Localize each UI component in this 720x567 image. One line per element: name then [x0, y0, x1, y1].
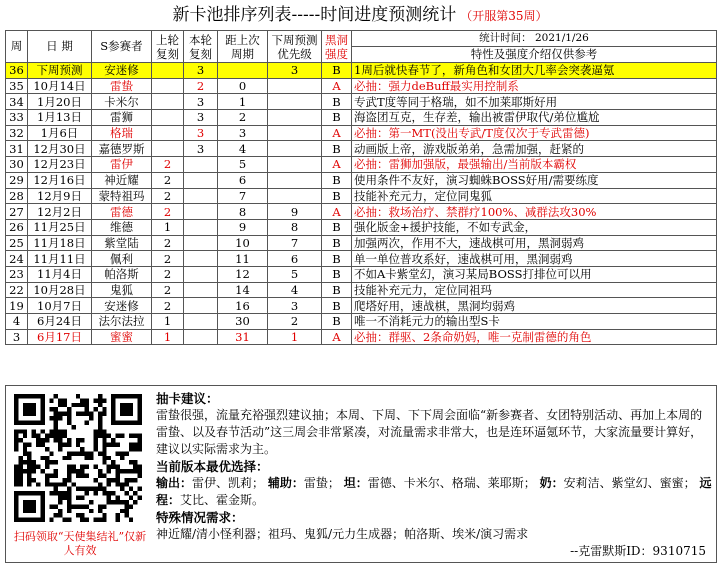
- qr-caption: 扫码领取“天使集结礼”仅新人有效: [13, 530, 147, 557]
- cell-note: 不如A卡紫堂幻，演习某局BOSS打排位可以用: [352, 266, 717, 282]
- cell-dark: A: [322, 125, 352, 141]
- cell-name: 佩利: [92, 251, 152, 267]
- cell-last: 2: [152, 172, 184, 188]
- cell-date: 10月7日: [28, 298, 92, 314]
- advice-panel: [5, 385, 717, 563]
- cell-since: 16: [218, 298, 268, 314]
- cell-date: 6月17日: [28, 329, 92, 345]
- cell-pri: 9: [268, 204, 322, 220]
- cell-date: 6月24日: [28, 314, 92, 330]
- cell-week: 31: [6, 141, 28, 157]
- cell-week: 3: [6, 329, 28, 345]
- header-row: [6, 31, 717, 47]
- advice-paragraph: 雷蛰很强，流量充裕强烈建议抽；本周、下周、下下周会面临“新参赛者、女团特别活动、再加上本周的雷蛰、以及春节活动”这三周会非常紧凑，对流量需求非常大，也是连环逼氪环节，大家流量要计算好，建议以实际需求为主。: [156, 408, 703, 456]
- cell-name: 安迷修: [92, 298, 152, 314]
- cell-last: 2: [152, 204, 184, 220]
- cell-note: 使用条件不友好，演习蜘蛛BOSS好用/需要练度: [352, 172, 717, 188]
- cell-since: 4: [218, 141, 268, 157]
- advice-heading: 抽卡建议：: [156, 391, 219, 406]
- cell-week: 35: [6, 78, 28, 94]
- cell-date: 12月9日: [28, 188, 92, 204]
- cell-pri: 5: [268, 266, 322, 282]
- table-row: [6, 78, 717, 94]
- cell-note: 技能补充元力，定位同鬼狐: [352, 188, 717, 204]
- cell-since: 3: [218, 125, 268, 141]
- cell-cur: [184, 251, 218, 267]
- cell-since: 31: [218, 329, 268, 345]
- cell-date: 1月6日: [28, 125, 92, 141]
- table-row: [6, 94, 717, 110]
- cell-since: 5: [218, 157, 268, 173]
- title-text: 新卡池排序列表-----时间进度预测统计: [172, 5, 457, 25]
- cell-note: 必抽：救场治疗、禁群疗100%、减群法攻30%: [352, 204, 717, 220]
- cell-since: 14: [218, 282, 268, 298]
- cell-cur: [184, 204, 218, 220]
- cell-dark: A: [322, 204, 352, 220]
- table-row: [6, 266, 717, 282]
- cell-name: 法尔法拉: [92, 314, 152, 330]
- table-row: [6, 110, 717, 126]
- title-subtitle: （开服第35周）: [460, 9, 548, 23]
- cell-name: 卡米尔: [92, 94, 152, 110]
- cell-last: 1: [152, 219, 184, 235]
- cell-pri: 4: [268, 282, 322, 298]
- cell-pri: [268, 157, 322, 173]
- cell-pri: [268, 110, 322, 126]
- table-row: [6, 298, 717, 314]
- cell-since: 8: [218, 204, 268, 220]
- cell-date: 1月13日: [28, 110, 92, 126]
- cell-cur: [184, 282, 218, 298]
- cell-note: 海盗团互克，生存差，输出被雷伊取代/弟位尴尬: [352, 110, 717, 126]
- cell-since: 9: [218, 219, 268, 235]
- cell-last: 2: [152, 188, 184, 204]
- cell-name: 雷狮: [92, 110, 152, 126]
- table-row: [6, 125, 717, 141]
- cell-last: 1: [152, 329, 184, 345]
- cell-cur: 2: [184, 78, 218, 94]
- cell-last: [152, 63, 184, 79]
- table-row: [6, 172, 717, 188]
- header-since-last: 距上次周期: [218, 31, 268, 63]
- header-date: 日 期: [28, 31, 92, 63]
- cell-note: 专武T度等同于格瑞，如不加莱耶斯好用: [352, 94, 717, 110]
- cell-last: 2: [152, 251, 184, 267]
- header-dark-strength: 黑洞强度: [322, 31, 352, 63]
- table-row: [6, 141, 717, 157]
- cell-last: 2: [152, 157, 184, 173]
- cell-date: 11月4日: [28, 266, 92, 282]
- table-row: [6, 329, 717, 345]
- cell-last: 2: [152, 282, 184, 298]
- cell-name: 神近耀: [92, 172, 152, 188]
- cell-week: 23: [6, 266, 28, 282]
- advice-text: [156, 390, 714, 560]
- cell-week: 4: [6, 314, 28, 330]
- cell-dark: B: [322, 266, 352, 282]
- cell-cur: 3: [184, 94, 218, 110]
- cell-pri: 6: [268, 251, 322, 267]
- cell-dark: B: [322, 63, 352, 79]
- cell-cur: 3: [184, 125, 218, 141]
- header-next-priority: 下周预测优先级: [268, 31, 322, 63]
- cell-pri: 8: [268, 219, 322, 235]
- special-text: 神近耀/清小怪利器；祖玛、鬼狐/元力生成器；帕洛斯、埃米/演习需求: [156, 527, 529, 541]
- cell-note: 单一单位普攻系好，速战棋可用，黑洞弱鸡: [352, 251, 717, 267]
- cell-pri: [268, 125, 322, 141]
- cell-last: 2: [152, 235, 184, 251]
- cell-pri: [268, 188, 322, 204]
- cell-pri: [268, 78, 322, 94]
- cell-last: [152, 78, 184, 94]
- cell-dark: A: [322, 78, 352, 94]
- cell-dark: B: [322, 235, 352, 251]
- cell-dark: B: [322, 188, 352, 204]
- cell-note: 唯一不消耗元力的输出型S卡: [352, 314, 717, 330]
- cell-last: 1: [152, 314, 184, 330]
- cell-week: 32: [6, 125, 28, 141]
- cell-dark: B: [322, 141, 352, 157]
- cell-cur: [184, 314, 218, 330]
- cell-dark: B: [322, 110, 352, 126]
- cell-dark: B: [322, 298, 352, 314]
- cell-since: 11: [218, 251, 268, 267]
- cell-last: [152, 125, 184, 141]
- cell-name: 蜜蜜: [92, 329, 152, 345]
- header-s-char: S参赛者: [92, 31, 152, 63]
- cell-cur: [184, 298, 218, 314]
- cell-note: 必抽：强力deBuff最实用控制系: [352, 78, 717, 94]
- cell-week: 22: [6, 282, 28, 298]
- cell-note: 强化版金+援护技能，不如专武金，: [352, 219, 717, 235]
- cell-date: 10月28日: [28, 282, 92, 298]
- cell-since: 7: [218, 188, 268, 204]
- cell-cur: [184, 266, 218, 282]
- cell-last: 2: [152, 266, 184, 282]
- cell-since: 10: [218, 235, 268, 251]
- table-row: [6, 219, 717, 235]
- cell-cur: [184, 235, 218, 251]
- cell-date: 12月23日: [28, 157, 92, 173]
- cell-pri: [268, 94, 322, 110]
- cell-note: 爬塔好用，速战棋，黑洞均弱鸡: [352, 298, 717, 314]
- qr-code-image[interactable]: [14, 394, 142, 522]
- cell-name: 帕洛斯: [92, 266, 152, 282]
- cell-name: 鬼狐: [92, 282, 152, 298]
- cell-last: [152, 110, 184, 126]
- cell-dark: A: [322, 329, 352, 345]
- header-last-reprint: 上轮复刻: [152, 31, 184, 63]
- cell-cur: 3: [184, 141, 218, 157]
- cell-date: 12月16日: [28, 172, 92, 188]
- cell-week: 30: [6, 157, 28, 173]
- cell-week: 19: [6, 298, 28, 314]
- cell-dark: B: [322, 282, 352, 298]
- cell-last: [152, 141, 184, 157]
- cell-week: 27: [6, 204, 28, 220]
- cell-since: 1: [218, 94, 268, 110]
- cell-week: 29: [6, 172, 28, 188]
- cell-dark: B: [322, 314, 352, 330]
- cell-pri: [268, 141, 322, 157]
- cell-name: 蒙特祖玛: [92, 188, 152, 204]
- table-row: [6, 235, 717, 251]
- cell-date: 1月20日: [28, 94, 92, 110]
- header-week: 周: [6, 31, 28, 63]
- best-heading: 当前版本最优选择：: [156, 459, 269, 474]
- cell-date: 12月30日: [28, 141, 92, 157]
- cell-since: 6: [218, 172, 268, 188]
- page-title: [0, 0, 720, 30]
- cell-week: 33: [6, 110, 28, 126]
- cell-pri: [268, 172, 322, 188]
- cell-date: 10月14日: [28, 78, 92, 94]
- cell-since: 2: [218, 110, 268, 126]
- cell-week: 34: [6, 94, 28, 110]
- special-heading: 特殊情况需求：: [156, 510, 244, 525]
- cell-cur: [184, 188, 218, 204]
- cell-date: 下周预测: [28, 63, 92, 79]
- cell-cur: [184, 329, 218, 345]
- cell-name: 紫堂陆: [92, 235, 152, 251]
- header-notes: 特性及强度介绍仅供参考: [352, 47, 717, 63]
- cell-name: 雷德: [92, 204, 152, 220]
- cell-note: 必抽：群驱、2条命奶妈，唯一克制雷德的角色: [352, 329, 717, 345]
- cell-cur: 3: [184, 110, 218, 126]
- cell-dark: B: [322, 219, 352, 235]
- cell-pri: 1: [268, 329, 322, 345]
- cell-pri: 3: [268, 298, 322, 314]
- cell-dark: B: [322, 251, 352, 267]
- cell-name: 雷伊: [92, 157, 152, 173]
- cell-name: 格瑞: [92, 125, 152, 141]
- cell-week: 26: [6, 219, 28, 235]
- header-stat-time: 统计时间： 2021/1/26: [352, 31, 717, 47]
- cell-pri: 3: [268, 63, 322, 79]
- cell-date: 11月18日: [28, 235, 92, 251]
- cell-date: 11月25日: [28, 219, 92, 235]
- cell-week: 28: [6, 188, 28, 204]
- table-row: [6, 314, 717, 330]
- cell-date: 11月11日: [28, 251, 92, 267]
- cell-name: 嘉德罗斯: [92, 141, 152, 157]
- cell-since: 0: [218, 78, 268, 94]
- cell-since: 12: [218, 266, 268, 282]
- cell-cur: 3: [184, 63, 218, 79]
- cell-last: 2: [152, 298, 184, 314]
- cell-since: 30: [218, 314, 268, 330]
- header-this-reprint: 本轮复刻: [184, 31, 218, 63]
- schedule-table: [5, 30, 717, 345]
- cell-week: 25: [6, 235, 28, 251]
- cell-note: 技能补充元力，定位同祖玛: [352, 282, 717, 298]
- best-list: 输出：雷伊、凯莉； 辅助：雷蛰； 坦：雷德、卡米尔、格瑞、莱耶斯； 奶：安莉洁、紫堂幻、蜜蜜； 远程：艾比、霍金斯。: [156, 476, 712, 507]
- table-row: [6, 157, 717, 173]
- cell-dark: B: [322, 94, 352, 110]
- cell-note: 1周后就快春节了，新角色和女团大几率会突袭逼氪: [352, 63, 717, 79]
- signature: --克雷默斯ID：9310715: [570, 544, 706, 558]
- cell-cur: [184, 219, 218, 235]
- cell-pri: 2: [268, 314, 322, 330]
- table-row: [6, 63, 717, 79]
- table-row: [6, 282, 717, 298]
- cell-note: 动画版上帝，游戏版弟弟，急需加强，赶紧的: [352, 141, 717, 157]
- cell-date: 12月2日: [28, 204, 92, 220]
- table-row: [6, 188, 717, 204]
- cell-name: 维德: [92, 219, 152, 235]
- cell-cur: [184, 172, 218, 188]
- table-row: [6, 204, 717, 220]
- cell-week: 36: [6, 63, 28, 79]
- cell-pri: 7: [268, 235, 322, 251]
- cell-note: 加强两次，作用不大，速战棋可用，黑洞弱鸡: [352, 235, 717, 251]
- cell-cur: [184, 157, 218, 173]
- table-row: [6, 251, 717, 267]
- cell-last: [152, 94, 184, 110]
- cell-name: 安迷修: [92, 63, 152, 79]
- cell-dark: A: [322, 157, 352, 173]
- cell-week: 24: [6, 251, 28, 267]
- cell-since: [218, 63, 268, 79]
- cell-name: 雷蛰: [92, 78, 152, 94]
- cell-dark: B: [322, 172, 352, 188]
- cell-note: 必抽：第一MT(没出专武/T度仅次于专武雷德): [352, 125, 717, 141]
- cell-note: 必抽：雷狮加强版，最强输出/当前版本霸权: [352, 157, 717, 173]
